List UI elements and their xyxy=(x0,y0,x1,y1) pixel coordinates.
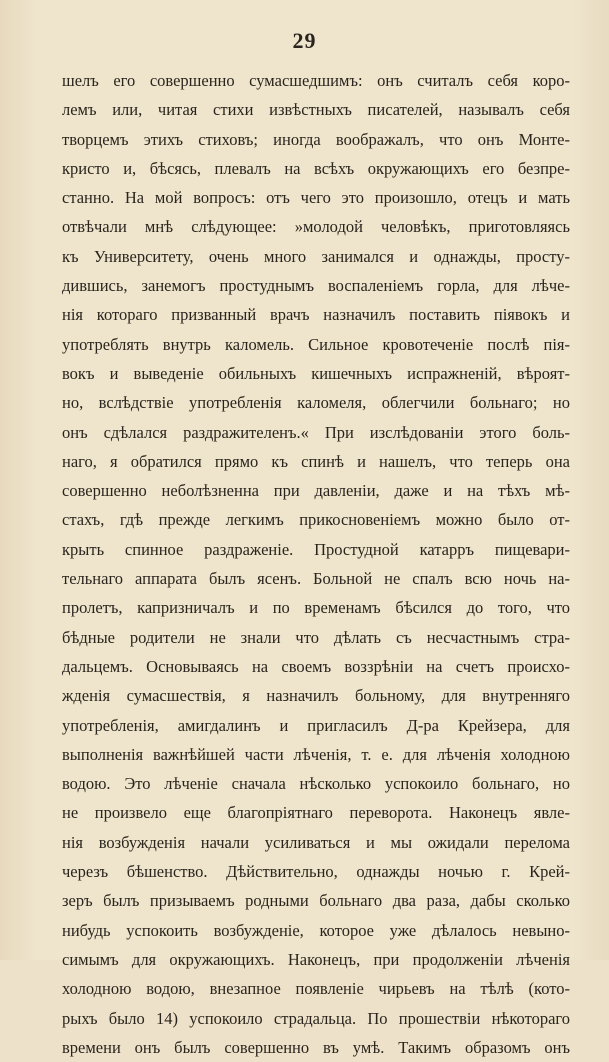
text-line: нибудь успокоить возбужденіе, которое уже дѣлалось невыно- xyxy=(62,920,570,940)
text-line: водою. Это лѣченіе сначала нѣсколько успокоило больнаго, но xyxy=(62,774,570,794)
text-line: зеръ былъ призываемъ родными больнаго два раза, дабы сколько xyxy=(62,891,570,911)
text-line: онъ сдѣлался раздражителенъ.« При изслѣдованіи этого боль- xyxy=(62,422,570,442)
text-line: холодною водою, внезапное появленіе чирьевъ на тѣлѣ (кото- xyxy=(62,979,570,999)
text-line: дальцемъ. Основываясь на своемъ воззрѣніи на счетъ происхо- xyxy=(62,656,570,676)
text-line: употреблять внутрь каломель. Сильное кровотеченіе послѣ пія- xyxy=(62,334,570,354)
text-line: станно. На мой вопросъ: отъ чего это произошло, отецъ и мать xyxy=(62,188,570,208)
text-line: бѣдные родители не знали что дѣлать съ несчастнымъ стра- xyxy=(62,627,570,647)
text-line: къ Университету, очень много занимался и однажды, просту- xyxy=(62,246,570,266)
text-line: времени онъ былъ совершенно въ умѣ. Такимъ образомъ онъ xyxy=(62,1037,570,1057)
page-number: 29 xyxy=(292,28,317,53)
text-line: наго, я обратился прямо къ спинѣ и нашелъ, что теперь она xyxy=(62,451,570,471)
text-line: шелъ его совершенно сумасшедшимъ: онъ считалъ себя коро- xyxy=(62,71,570,90)
text-line: рыхъ было 14) успокоило страдальца. По прошествіи нѣкотораго xyxy=(62,1008,570,1028)
text-line: не произвело еще благопріятнаго переворота. Наконецъ явле- xyxy=(62,803,570,823)
text-line: нія возбужденія начали усиливаться и мы ожидали перелома xyxy=(62,832,570,852)
text-line: крыть спинное раздраженіе. Простудной катарръ пищевари- xyxy=(62,539,570,559)
text-line: симымъ для окружающихъ. Наконецъ, при продолженіи лѣченія xyxy=(62,949,570,969)
text-line: пролетъ, капризничалъ и по временамъ бѣсился до того, что xyxy=(62,598,570,618)
text-line: совершенно неболѣзненна при давленіи, даже и на тѣхъ мѣ- xyxy=(62,481,570,501)
text-line: вокъ и выведеніе обильныхъ кишечныхъ испражненій, вѣроят- xyxy=(62,363,570,383)
text-line: черезъ бѣшенство. Дѣйствительно, однажды ночью г. Крей- xyxy=(62,862,570,882)
text-line: тельнаго аппарата былъ ясенъ. Больной не спалъ всю ночь на- xyxy=(62,569,570,589)
text-line: употребленія, амигдалинъ и пригласилъ Д-ра Крейзера, для xyxy=(62,715,570,735)
text-line: кристо и, бѣсясь, плевалъ на всѣхъ окружающихъ его безпре- xyxy=(62,158,570,178)
text-line: творцемъ этихъ стиховъ; иногда воображалъ, что онъ Монте- xyxy=(62,129,570,149)
text-line: выполненія важнѣйшей части лѣченія, т. е. для лѣченія холодною xyxy=(62,744,570,764)
text-line: лемъ или, читая стихи извѣстныхъ писателей, называлъ себя xyxy=(62,100,570,120)
text-line: жденія сумасшествія, я назначилъ больному, для внутренняго xyxy=(62,686,570,706)
text-line: нія котораго призванный врачъ назначилъ поставить піявокъ и xyxy=(62,305,570,325)
text-line: отвѣчали мнѣ слѣдующее: »молодой человѣкъ, приготовляясь xyxy=(62,217,570,237)
text-line: но, вслѣдствіе употребленія каломеля, облегчили больнаго; но xyxy=(62,393,570,413)
body-text xyxy=(62,66,570,1062)
text-line: стахъ, гдѣ прежде легкимъ прикосновеніемъ можно было от- xyxy=(62,510,570,530)
text-line: дившись, занемогъ простуднымъ воспаленіемъ горла, для лѣче- xyxy=(62,276,570,296)
